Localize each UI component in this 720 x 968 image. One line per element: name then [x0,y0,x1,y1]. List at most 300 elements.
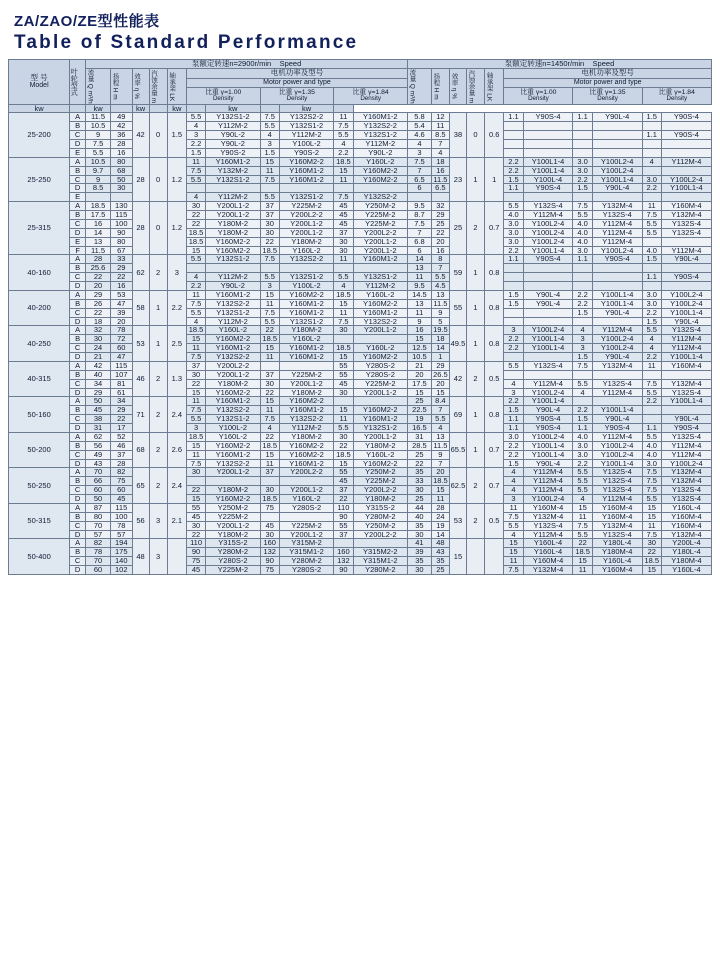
motor-type-2900-d184: Y132S2-2 [353,193,408,202]
head-1450: 32 [431,202,449,211]
motor-kw-2900-d135: 90 [260,557,279,566]
impeller-letter: C [70,450,86,459]
npsh-1450: 1 [466,157,484,201]
motor-kw-2900-d135: 7.5 [260,308,279,317]
motor-type-1450-d100: Y100L1-4 [523,335,573,344]
motor-type-1450-d184 [661,140,711,149]
motor-type-1450-d184: Y112M-4 [661,344,711,353]
motor-kw-2900-d100: 30 [186,370,205,379]
motor-type-1450-d184: Y132M-4 [661,211,711,220]
impeller-letter: D [70,566,86,575]
capacity-2900: 28 [86,255,111,264]
motor-type-1450-d135: Y132S-4 [592,211,642,220]
motor-kw-2900-d100: 11 [186,397,205,406]
motor-kw-1450-d135: 4.0 [573,219,592,228]
motor-kw-1450-d100: 4 [504,468,523,477]
head-2900: 115 [111,211,133,220]
capacity-1450: 31 [408,432,432,441]
motor-type-1450-d184: Y100L1-4 [661,397,711,406]
motor-type-2900-d100: Y160M2-2 [206,495,260,504]
motor-kw-1450-d135: 3 [573,335,592,344]
motor-kw-1450-d135: 2.2 [573,175,592,184]
motor-type-1450-d135: Y112M-4 [592,228,642,237]
capacity-2900: 9 [86,175,111,184]
npsh-1450 [466,539,484,575]
capacity-1450: 3 [408,148,432,157]
capacity-1450: 16.5 [408,424,432,433]
table-body [9,113,712,575]
impeller-letter: B [70,264,86,273]
head-1450: 5 [431,317,449,326]
motor-kw-1450-d184: 4 [642,335,661,344]
head-1450: 22 [431,228,449,237]
motor-kw-2900-d184: 45 [334,477,353,486]
motor-kw-2900-d184: 15 [334,459,353,468]
impeller-letter: A [70,397,86,406]
motor-kw-1450-d135: 3.0 [573,441,592,450]
motor-kw-2900-d100: 90 [186,548,205,557]
head-1450: 16 [431,166,449,175]
motor-kw-1450-d135: 11 [573,512,592,521]
motor-type-1450-d100 [523,370,573,379]
impeller-letter: B [70,122,86,131]
npsh-2900: 3 [149,539,167,575]
head-1450: 5.5 [431,415,449,424]
header-kw-2900-2: kw [86,104,111,113]
motor-type-1450-d135: Y100L1-4 [592,175,642,184]
motor-type-1450-d100: Y160M-4 [523,503,573,512]
page-title-en: Table of Standard Performance [14,32,359,53]
impeller-letter: F [70,246,86,255]
npsh-1450: 1 [466,432,484,468]
motor-kw-2900-d184: 45 [334,211,353,220]
motor-kw-1450-d135: 4 [573,326,592,335]
motor-type-2900-d100: Y180M-2 [206,486,260,495]
motor-kw-1450-d184: 5.5 [642,388,661,397]
capacity-2900: 56 [86,441,111,450]
motor-kw-1450-d135: 4.0 [573,432,592,441]
motor-type-2900-d135: Y200L1-2 [279,219,333,228]
capacity-1450: 11 [408,273,432,282]
header-density-184-2900: 比重 γ=1.84 Density [334,88,408,104]
head-2900: 78 [111,521,133,530]
motor-kw-1450-d100: 4 [504,530,523,539]
motor-type-1450-d135: Y112M-4 [592,326,642,335]
efficiency-2900: 48 [132,539,149,575]
motor-type-1450-d135: Y160M-4 [592,566,642,575]
motor-kw-1450-d184: 3.0 [642,459,661,468]
motor-kw-2900-d184: 18.5 [334,344,353,353]
capacity-2900: 5.5 [86,148,111,157]
motor-kw-1450-d100: 5.5 [504,202,523,211]
motor-kw-2900-d135: 22 [260,432,279,441]
motor-kw-2900-d135: 11 [260,353,279,362]
motor-kw-2900-d100: 45 [186,512,205,521]
impeller-letter: A [70,361,86,370]
motor-type-2900-d135: Y132S1-2 [279,122,333,131]
motor-type-2900-d184: Y160M2-2 [353,175,408,184]
motor-kw-2900-d135: 18.5 [260,246,279,255]
head-1450: 11 [431,495,449,504]
head-2900: 53 [111,290,133,299]
motor-type-2900-d135: Y315M-2 [279,539,333,548]
motor-type-2900-d135: Y100L-2 [279,140,333,149]
motor-type-1450-d100: Y132M-4 [523,512,573,521]
motor-type-2900-d135: Y160M1-2 [279,175,333,184]
capacity-2900: 62 [86,432,111,441]
motor-kw-2900-d184: 55 [334,370,353,379]
motor-type-1450-d100: Y100L1-4 [523,441,573,450]
motor-kw-2900-d135: 5.5 [260,122,279,131]
capacity-2900: 29 [86,290,111,299]
head-1450: 43 [431,548,449,557]
motor-type-2900-d184: Y200L1-2 [353,237,408,246]
motor-kw-1450-d100: 3.0 [504,228,523,237]
motor-type-2900-d184: Y160M2-2 [353,459,408,468]
capacity-2900: 8.5 [86,184,111,193]
lk-2900: 1.3 [167,361,186,397]
motor-type-2900-d100: Y160M1-2 [206,344,260,353]
motor-kw-2900-d184: 30 [334,237,353,246]
motor-kw-1450-d184: 4.0 [642,246,661,255]
motor-type-1450-d100: Y100L2-4 [523,326,573,335]
motor-type-1450-d184: Y132S-4 [661,495,711,504]
motor-type-2900-d100: Y250M-2 [206,503,260,512]
capacity-2900: 30 [86,335,111,344]
motor-type-2900-d184: Y160M1-2 [353,113,408,122]
motor-type-1450-d100: Y132S-4 [523,521,573,530]
motor-kw-2900-d135: 18.5 [260,335,279,344]
model-cell: 50-315 [9,503,70,539]
motor-kw-2900-d100: 4 [186,122,205,131]
capacity-2900: 50 [86,495,111,504]
impeller-letter: A [70,290,86,299]
table-row [9,255,712,264]
motor-kw-1450-d135: 7.5 [573,202,592,211]
capacity-1450: 9.5 [408,282,432,291]
motor-kw-2900-d184: 45 [334,202,353,211]
head-2900: 49 [111,113,133,122]
page-title-cn: ZA/ZAO/ZE型性能表 [14,13,160,30]
motor-type-1450-d100: Y90L-4 [523,459,573,468]
motor-kw-2900-d135: 15 [260,397,279,406]
motor-type-1450-d135: Y112M-4 [592,219,642,228]
motor-type-1450-d184: Y100L1-4 [661,308,711,317]
head-1450: 29 [431,361,449,370]
efficiency-1450: 55 [449,290,466,326]
motor-type-1450-d100 [523,140,573,149]
capacity-2900: 25.6 [86,264,111,273]
motor-type-2900-d100: Y180M-2 [206,379,260,388]
head-1450: 48 [431,539,449,548]
head-2900: 140 [111,557,133,566]
efficiency-2900: 56 [132,503,149,539]
motor-type-1450-d135: Y100L2-4 [592,344,642,353]
npsh-1450: 1 [466,290,484,326]
npsh-2900: 0 [149,157,167,201]
motor-type-2900-d184: Y200L1-2 [353,246,408,255]
motor-kw-2900-d100: 11 [186,157,205,166]
motor-type-2900-d100: Y90S-2 [206,148,260,157]
motor-type-1450-d135 [592,264,642,273]
motor-type-2900-d100: Y90L-2 [206,140,260,149]
capacity-2900: 42 [86,361,111,370]
table-row [9,113,712,122]
impeller-letter: C [70,344,86,353]
motor-type-1450-d184: Y90S-4 [661,273,711,282]
motor-type-1450-d135: Y100L2-4 [592,450,642,459]
motor-type-1450-d100: Y100L2-4 [523,432,573,441]
motor-type-1450-d184: Y132M-4 [661,379,711,388]
capacity-2900: 10.5 [86,157,111,166]
motor-type-1450-d100: Y112M-4 [523,211,573,220]
motor-type-2900-d135: Y160M2-2 [279,290,333,299]
impeller-letter: B [70,406,86,415]
motor-type-2900-d100: Y132S1-2 [206,255,260,264]
motor-kw-2900-d100: 22 [186,486,205,495]
impeller-letter: B [70,441,86,450]
capacity-2900: 40 [86,370,111,379]
head-2900: 47 [111,353,133,362]
head-2900: 50 [111,175,133,184]
motor-kw-1450-d100: 11 [504,503,523,512]
motor-kw-1450-d100 [504,148,523,157]
head-1450: 19.5 [433,325,448,335]
head-2900: 57 [111,530,133,539]
motor-type-2900-d135: Y200L1-2 [279,530,333,539]
motor-kw-1450-d100: 3.0 [504,237,523,246]
motor-kw-2900-d100: 22 [186,530,205,539]
header-motor-2900: 电机功率及型号 [186,68,407,78]
header-head-2900: 扬程 H m [111,68,133,104]
head-2900: 80 [111,237,133,246]
lk-2900: 2.4 [167,468,186,504]
motor-type-2900-d184: Y132S2-2 [353,317,408,326]
motor-kw-2900-d100: 5.5 [186,255,205,264]
motor-kw-1450-d135: 5.5 [573,530,592,539]
motor-kw-2900-d135: 160 [260,539,279,548]
capacity-2900: 9 [86,131,111,140]
motor-kw-1450-d184: 7.5 [642,379,661,388]
motor-type-2900-d100: Y100L-2 [206,424,260,433]
motor-type-1450-d100: Y90S-4 [523,255,573,264]
motor-kw-1450-d100: 1.1 [504,255,523,264]
motor-kw-1450-d135 [573,131,592,140]
head-2900: 67 [111,246,133,255]
head-2900: 16 [111,282,133,291]
motor-type-2900-d100: Y200L1-2 [206,521,260,530]
motor-type-1450-d100: Y100L2-4 [523,237,573,246]
motor-kw-2900-d184: 37 [334,530,353,539]
motor-type-1450-d100: Y112M-4 [523,468,573,477]
capacity-1450: 6.5 [408,175,432,184]
table-row [9,290,712,299]
capacity-2900: 14 [86,228,111,237]
capacity-2900: 66 [86,477,111,486]
motor-kw-1450-d100: 3.0 [504,219,523,228]
motor-kw-1450-d184: 3.0 [642,175,661,184]
motor-kw-1450-d135: 3 [573,344,592,353]
motor-type-2900-d135: Y225M-2 [279,202,333,211]
capacity-2900: 10.5 [86,122,111,131]
motor-kw-1450-d135: 15 [573,557,592,566]
motor-type-1450-d184: Y132S-4 [661,486,711,495]
npsh-1450: 1 [466,397,484,433]
efficiency-1450: 49.5 [449,326,466,362]
motor-kw-1450-d184 [642,140,661,149]
head-1450: 35 [431,557,449,566]
efficiency-2900: 42 [132,113,149,157]
motor-type-2900-d100: Y160M2-2 [206,388,260,397]
impeller-letter: E [70,193,86,202]
table-row [9,166,712,175]
header-kw-2900-1: kw [9,104,70,113]
motor-kw-2900-d135: 18.5 [260,495,279,504]
motor-type-1450-d135: Y100L1-4 [592,406,642,415]
head-1450: 15 [431,388,449,397]
motor-kw-2900-d184: 160 [334,548,353,557]
motor-type-1450-d100 [523,131,573,140]
capacity-2900: 49 [86,450,111,459]
motor-kw-1450-d184: 3.0 [642,290,661,299]
impeller-letter: A [70,468,86,477]
efficiency-1450: 23 [449,157,466,201]
motor-type-2900-d100: Y225M-2 [206,566,260,575]
motor-type-1450-d135: Y160M-4 [592,503,642,512]
efficiency-2900: 58 [132,290,149,326]
head-1450: 18.5 [433,476,448,486]
efficiency-2900: 68 [132,432,149,468]
motor-type-2900-d184: Y250M-2 [353,468,408,477]
impeller-letter: D [70,184,86,193]
motor-kw-1450-d135: 4.0 [573,228,592,237]
motor-type-2900-d100: Y200L1-2 [206,211,260,220]
motor-type-1450-d135: Y112M-4 [592,432,642,441]
motor-kw-2900-d135: 75 [260,503,279,512]
motor-kw-1450-d184: 15 [642,503,661,512]
npsh-2900: 2 [149,432,167,468]
motor-type-2900-d135: Y90S-2 [279,148,333,157]
capacity-2900: 7.5 [86,140,111,149]
capacity-2900: 82 [86,539,111,548]
motor-kw-1450-d135: 1.1 [573,113,592,122]
lk-1450: 0.7 [485,202,504,255]
motor-type-2900-d184: Y160L-2 [353,450,408,459]
motor-kw-1450-d184: 1.1 [642,131,661,140]
motor-kw-1450-d135: 5.5 [573,379,592,388]
motor-type-1450-d184: Y100L2-4 [661,290,711,299]
motor-kw-2900-d100: 5.5 [186,308,205,317]
motor-type-1450-d135: Y100L2-4 [592,246,642,255]
motor-kw-2900-d184: 2.2 [334,148,353,157]
motor-kw-1450-d100 [504,122,523,131]
motor-type-1450-d184: Y90L-4 [661,317,711,326]
head-1450: 20 [431,379,449,388]
header-kw-1450-3: kw [279,104,333,113]
motor-type-2900-d100: Y160M1-2 [206,397,260,406]
motor-type-2900-d135: Y112M-2 [279,131,333,140]
impeller-letter: C [70,521,86,530]
table-row [9,273,712,282]
motor-kw-1450-d100: 1.5 [504,299,523,308]
motor-type-2900-d184: Y200L2-2 [353,228,408,237]
lk-2900 [167,539,186,575]
motor-type-2900-d184: Y160L-2 [353,344,408,353]
npsh-2900: 0 [149,202,167,255]
capacity-1450: 19 [408,415,432,424]
impeller-letter: D [70,388,86,397]
table-row [9,148,712,157]
motor-kw-2900-d100: 11 [186,450,205,459]
lk-2900: 2.1 [167,503,186,539]
motor-kw-1450-d184: 5.5 [642,326,661,335]
motor-kw-1450-d100: 1.1 [504,424,523,433]
efficiency-2900: 28 [132,202,149,255]
capacity-2900: 60 [86,486,111,495]
motor-kw-2900-d184: 30 [334,388,353,397]
motor-kw-1450-d135: 5.5 [573,468,592,477]
motor-type-1450-d100: Y112M-4 [523,379,573,388]
motor-kw-2900-d184: 22 [334,441,353,450]
motor-kw-2900-d100: 7.5 [186,406,205,415]
motor-kw-2900-d184: 18.5 [334,450,353,459]
motor-kw-2900-d184: 7.5 [334,122,353,131]
motor-type-2900-d135: Y100L-2 [279,282,333,291]
motor-kw-1450-d135 [573,148,592,157]
motor-kw-2900-d184: 15 [334,353,353,362]
motor-kw-1450-d184 [642,166,661,175]
motor-type-2900-d184: Y132S1-2 [353,131,408,140]
head-2900: 100 [111,512,133,521]
model-cell: 25-200 [9,113,70,157]
motor-type-1450-d184: Y90S-4 [661,424,711,433]
motor-kw-1450-d184: 5.5 [642,219,661,228]
motor-type-2900-d135: Y315M1-2 [279,548,333,557]
npsh-2900: 2 [149,468,167,504]
motor-kw-1450-d100: 11 [504,557,523,566]
impeller-letter: A [70,113,86,122]
motor-kw-1450-d135: 3.0 [573,450,592,459]
capacity-2900: 32 [86,326,111,335]
motor-type-1450-d100: Y90S-4 [523,113,573,122]
capacity-2900: 18 [86,317,111,326]
motor-kw-2900-d135: 1.5 [260,148,279,157]
motor-type-2900-d100: Y132S1-2 [206,113,260,122]
motor-kw-1450-d135: 3.0 [573,157,592,166]
motor-type-2900-d184: Y160M1-2 [353,255,408,264]
efficiency-2900: 53 [132,326,149,362]
header-head-1450: 扬程 H m [431,68,449,104]
motor-type-2900-d184: Y160L-2 [353,290,408,299]
motor-kw-2900-d100: 15 [186,495,205,504]
motor-kw-2900-d100: 22 [186,219,205,228]
motor-kw-2900-d135: 22 [260,326,279,335]
motor-type-2900-d184: Y160M2-2 [353,353,408,362]
motor-kw-1450-d184: 4.0 [642,441,661,450]
motor-kw-1450-d135 [573,370,592,379]
capacity-1450: 4 [408,140,432,149]
lk-2900: 1.2 [167,202,186,255]
motor-kw-2900-d184: 7.5 [334,317,353,326]
head-1450: 28 [431,503,449,512]
motor-kw-1450-d184: 3.0 [642,299,661,308]
motor-kw-1450-d100: 7.5 [504,566,523,575]
table-row [9,566,712,575]
header-lk-2900: 轴承架 LK [167,68,186,104]
header-kw-1450-1: kw [167,104,186,113]
motor-type-2900-d184: Y200L2-2 [353,486,408,495]
head-1450: 4 [431,424,449,433]
